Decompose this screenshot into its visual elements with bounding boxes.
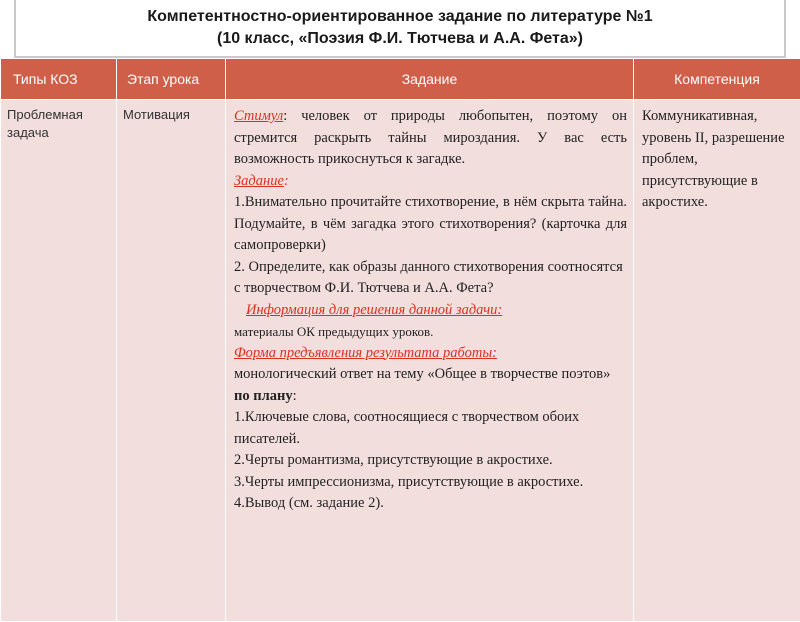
cell-type: Проблемная задача [1, 100, 117, 622]
plan-item-1: 1.Ключевые слова, соотносящиеся с творчеством обоих писателей. [234, 407, 627, 450]
zadanie-heading [234, 171, 627, 193]
koz-table [0, 58, 800, 622]
header-competence: Компетенция [634, 59, 800, 100]
form-label: Форма предъявления результата работы: [234, 343, 627, 365]
title-line-1: Компетентностно-ориентированное задание по литературе №1 [16, 6, 784, 28]
form-text: монологический ответ на тему «Общее в творчестве поэтов» [234, 366, 610, 382]
table-row [1, 100, 800, 622]
cell-competence: Коммуникативная, уровень II, разрешение проблем, присутствующие в акростихе. [634, 100, 800, 622]
cell-stage: Мотивация [117, 100, 226, 622]
zadanie-label: Задание [234, 173, 284, 189]
zadanie-colon: : [284, 173, 289, 189]
stimul-paragraph [234, 106, 627, 171]
cell-task [226, 100, 634, 622]
plan-label: по плану [234, 388, 293, 404]
info-label: Информация для решения данной задачи: [234, 300, 627, 322]
plan-item-4: 4.Вывод (см. задание 2). [234, 493, 627, 515]
task-item-2: 2. Определите, как образы данного стихотворения соотносятся с творчеством Ф.И. Тютчева и А.А. Фета? [234, 257, 627, 300]
plan-item-3: 3.Черты импрессионизма, присутствующие в акростихе. [234, 472, 627, 494]
title-line-2: (10 класс, «Поэзия Ф.И. Тютчева и А.А. Фета») [16, 28, 784, 50]
header-task: Задание [226, 59, 634, 100]
page-title [14, 0, 786, 58]
plan-colon: : [293, 388, 297, 404]
info-text: материалы ОК предыдущих уроков. [234, 321, 627, 343]
header-types: Типы КОЗ [1, 59, 117, 100]
table-header-row [1, 59, 800, 100]
plan-item-2: 2.Черты романтизма, присутствующие в акростихе. [234, 450, 627, 472]
form-paragraph [234, 364, 627, 407]
task-item-1: 1.Внимательно прочитайте стихотворение, в нём скрыта тайна. Подумайте, в чём загадка этого стихотворения? (карточка для самопроверки) [234, 192, 627, 257]
stimul-text: : человек от природы любопытен, поэтому он стремится раскрыть тайны мироздания. У вас есть возможность прикоснуться к загадке. [234, 108, 627, 167]
stimul-label: Стимул [234, 108, 283, 124]
header-stage: Этап урока [117, 59, 226, 100]
